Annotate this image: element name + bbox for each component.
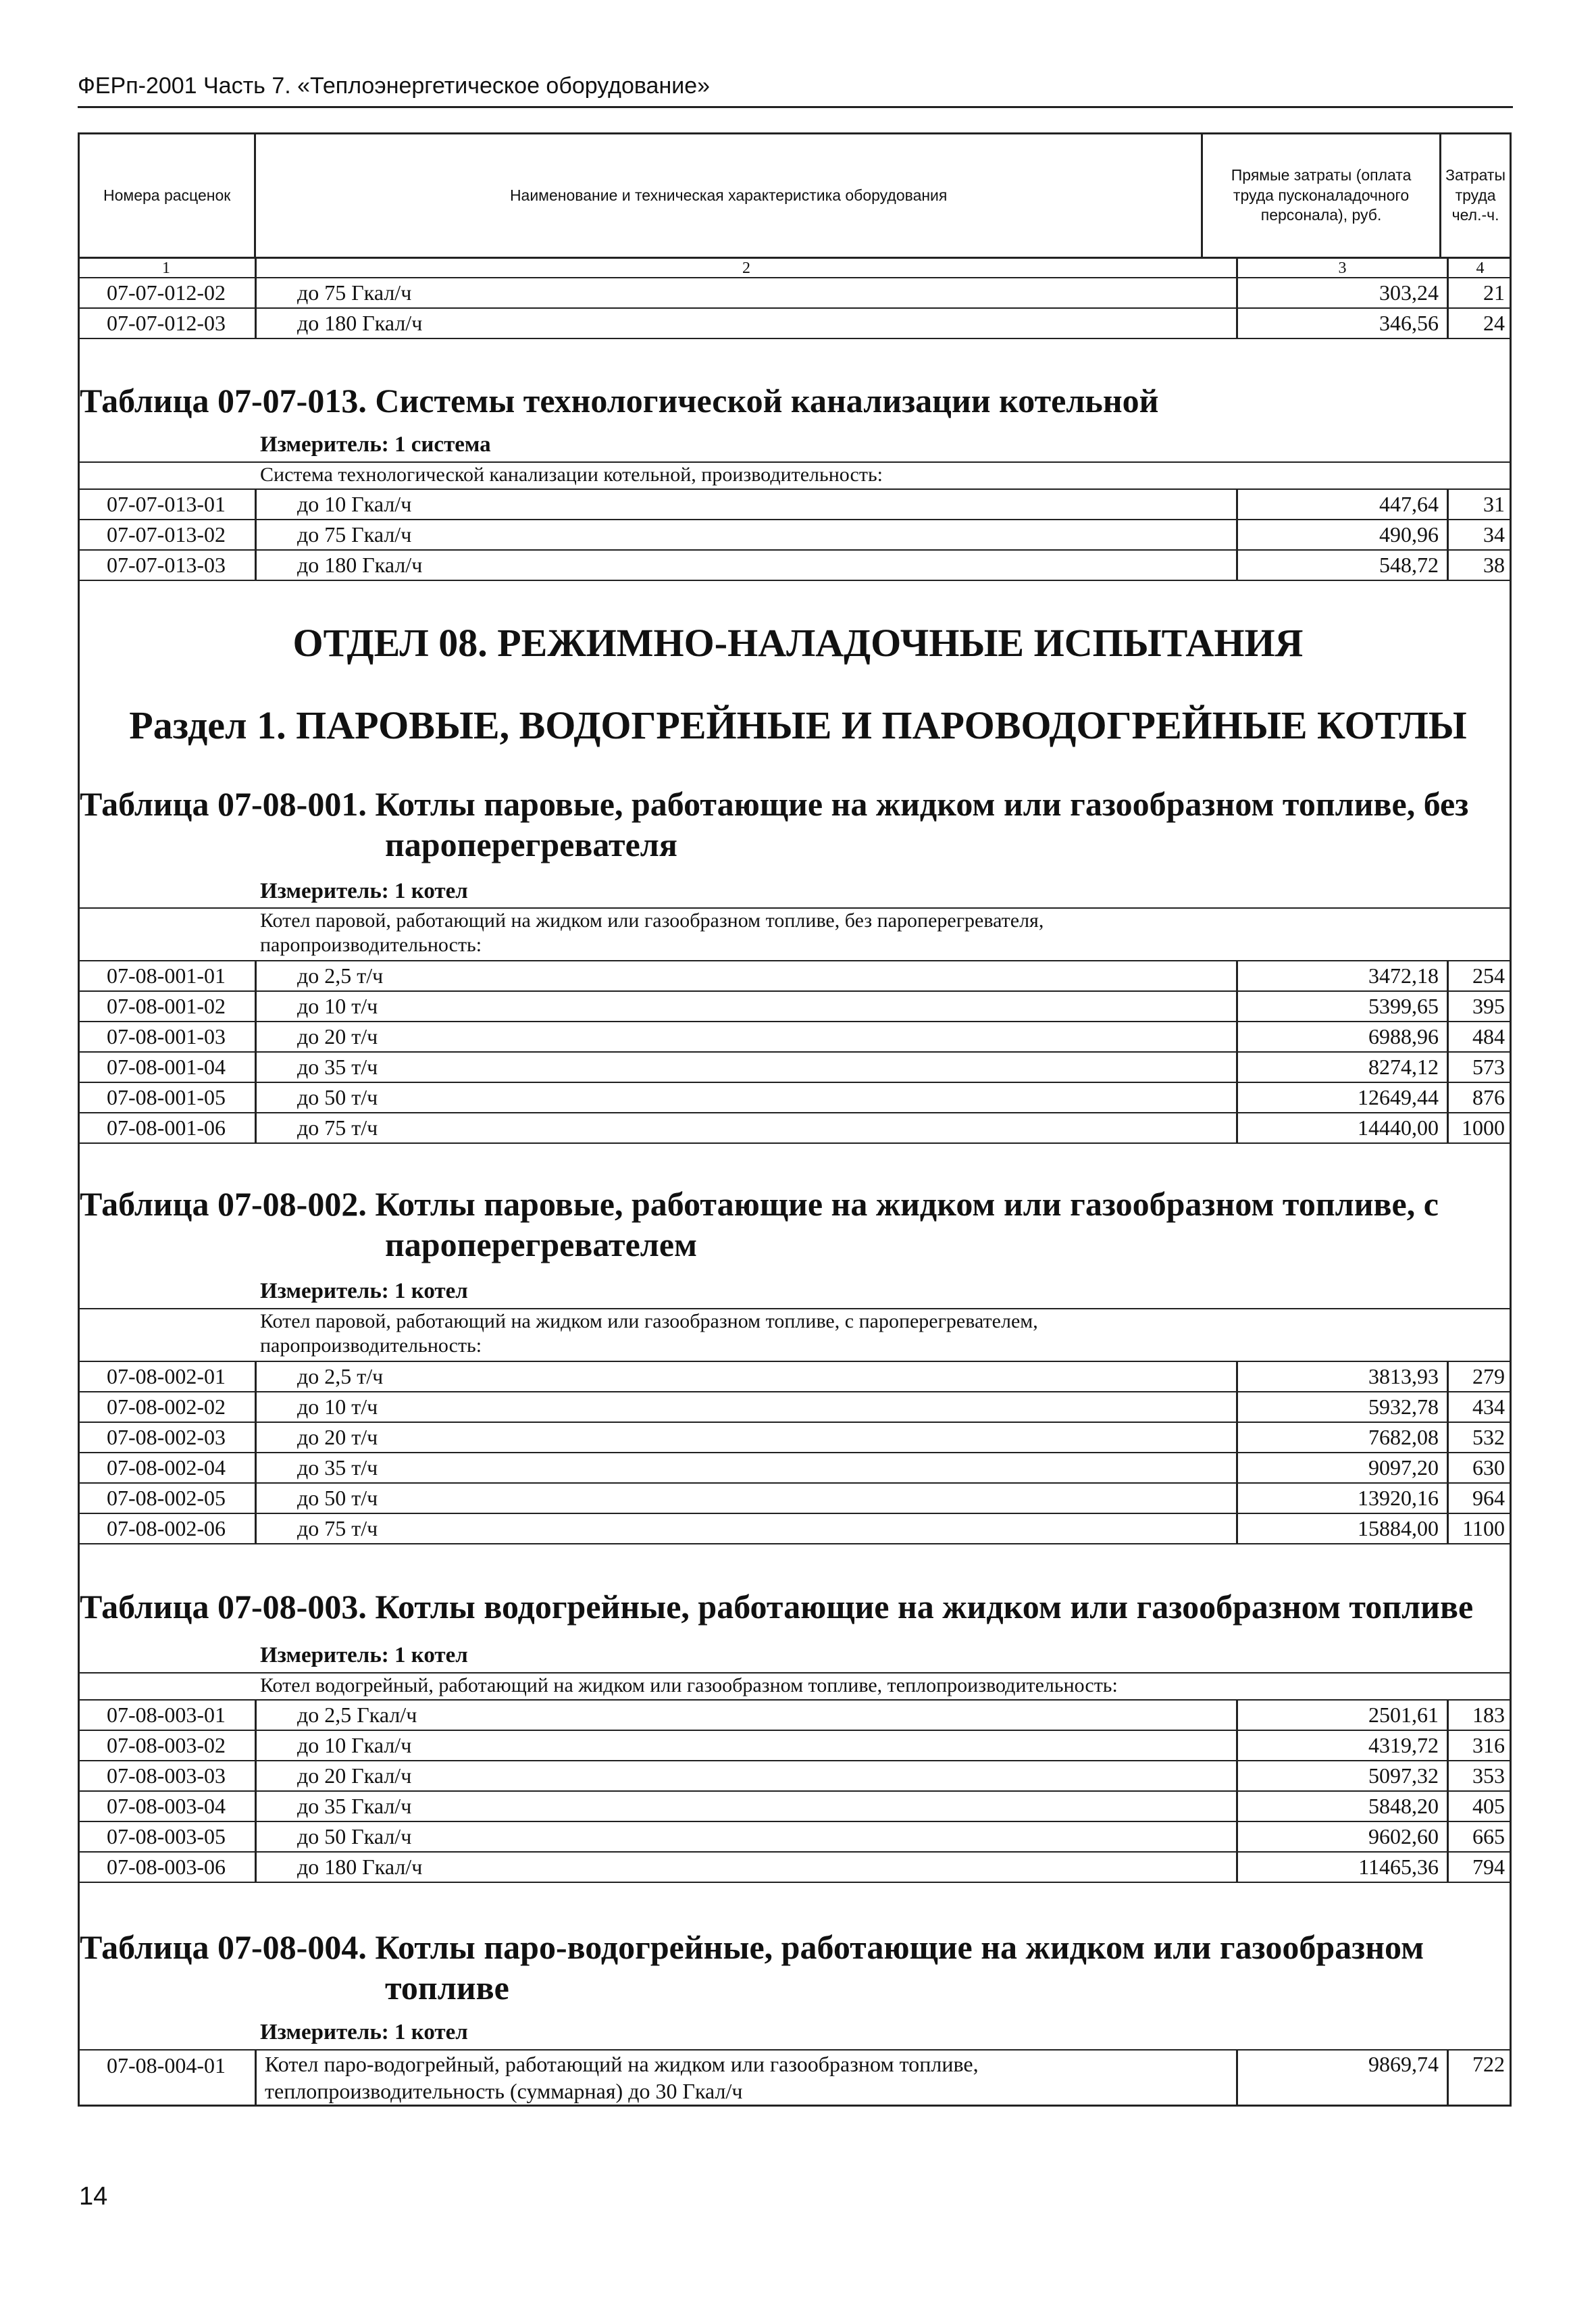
table-title-07-08-004 bbox=[80, 1927, 1424, 2008]
row-cost: 13920,16 bbox=[1236, 1484, 1449, 1513]
row-name: до 2,5 т/ч bbox=[297, 963, 384, 988]
row-name: до 10 Гкал/ч bbox=[297, 1733, 412, 1757]
row-code: 07-08-001-06 bbox=[78, 1113, 257, 1142]
row-cost: 6988,96 bbox=[1236, 1022, 1449, 1051]
description-line-1: Котел паровой, работающий на жидком или газообразном топливе, с пароперегревателем, bbox=[260, 1310, 1038, 1332]
idx-3: 3 bbox=[1236, 258, 1449, 277]
row-cost: 303,24 bbox=[1236, 278, 1449, 307]
row-cost: 5399,65 bbox=[1236, 992, 1449, 1021]
row-labor: 434 bbox=[1472, 1394, 1505, 1419]
table-title-07-08-002 bbox=[80, 1184, 1439, 1265]
table-row bbox=[78, 2049, 1512, 2107]
row-name: до 35 т/ч bbox=[297, 1055, 378, 1079]
row-labor: 353 bbox=[1472, 1763, 1505, 1788]
section-heading: Раздел 1. ПАРОВЫЕ, ВОДОГРЕЙНЫЕ И ПАРОВОДОГРЕЙНЫЕ КОТЛЫ bbox=[129, 703, 1467, 747]
row-name: до 2,5 т/ч bbox=[297, 1364, 384, 1388]
row-labor: 21 bbox=[1483, 280, 1505, 305]
row-labor: 254 bbox=[1472, 963, 1505, 988]
title-line-1: Таблица 07-08-001. Котлы паровые, работающие на жидком или газообразном топливе, без bbox=[80, 785, 1469, 823]
row-labor: 38 bbox=[1483, 553, 1505, 577]
row-name-line-2: теплопроизводительность (суммарная) до 30 Гкал/ч bbox=[265, 2079, 743, 2103]
row-code: 07-08-003-06 bbox=[78, 1853, 257, 1882]
row-code: 07-08-003-05 bbox=[78, 1822, 257, 1851]
row-name: до 20 т/ч bbox=[297, 1024, 378, 1049]
description-line-1: Котел паровой, работающий на жидком или газообразном топливе, без пароперегревателя, bbox=[260, 909, 1044, 932]
table-title-07-07-013: Таблица 07-07-013. Системы технологической канализации котельной bbox=[80, 382, 1159, 420]
table-title-07-08-001 bbox=[80, 784, 1468, 865]
title-line-2: пароперегревателем bbox=[385, 1226, 698, 1263]
table-row bbox=[78, 1514, 1512, 1544]
idx-2: 2 bbox=[742, 259, 750, 277]
table-row bbox=[78, 1453, 1512, 1484]
row-code: 07-07-013-03 bbox=[78, 551, 257, 580]
row-cost: 346,56 bbox=[1236, 309, 1449, 338]
table-header bbox=[78, 132, 1512, 259]
page-header: ФЕРп-2001 Часть 7. «Теплоэнергетическое оборудование» bbox=[78, 73, 1513, 108]
row-code: 07-07-012-02 bbox=[78, 278, 257, 307]
row-cost: 7682,08 bbox=[1236, 1423, 1449, 1452]
row-code: 07-08-001-03 bbox=[78, 1022, 257, 1051]
row-name: до 50 т/ч bbox=[297, 1486, 378, 1510]
row-code: 07-08-002-02 bbox=[78, 1392, 257, 1422]
row-labor: 316 bbox=[1472, 1733, 1505, 1757]
row-code: 07-08-001-04 bbox=[78, 1053, 257, 1082]
row-code: 07-08-002-06 bbox=[78, 1514, 257, 1543]
row-name: до 75 т/ч bbox=[297, 1516, 378, 1540]
table-meter: Измеритель: 1 котел bbox=[260, 879, 468, 903]
row-cost: 4319,72 bbox=[1236, 1731, 1449, 1760]
table-row bbox=[78, 1113, 1512, 1144]
table-07-07-013-rows bbox=[78, 490, 1512, 581]
row-name-line-1: Котел паро-водогрейный, работающий на жидком или газообразном топливе, bbox=[265, 2052, 979, 2076]
row-cost: 5097,32 bbox=[1236, 1761, 1449, 1790]
row-labor: 532 bbox=[1472, 1425, 1505, 1449]
title-line-2: пароперегревателя bbox=[385, 826, 677, 863]
description-line-2: паропроизводительность: bbox=[260, 1334, 482, 1357]
row-labor: 1100 bbox=[1462, 1516, 1505, 1540]
row-code: 07-08-001-02 bbox=[78, 992, 257, 1021]
table-row bbox=[78, 1022, 1512, 1053]
row-cost: 447,64 bbox=[1236, 490, 1449, 519]
row-labor: 183 bbox=[1472, 1703, 1505, 1727]
row-name: до 10 т/ч bbox=[297, 994, 378, 1018]
col-labor-header: Затраты труда чел.-ч. bbox=[1441, 134, 1511, 258]
table-meter: Измеритель: 1 котел bbox=[260, 1643, 468, 1667]
row-labor: 34 bbox=[1483, 522, 1505, 547]
row-cost: 9869,74 bbox=[1236, 2051, 1449, 2105]
row-labor: 484 bbox=[1472, 1024, 1505, 1049]
table-row bbox=[78, 309, 1512, 339]
row-name: до 10 Гкал/ч bbox=[297, 492, 412, 516]
table-title-07-08-003: Таблица 07-08-003. Котлы водогрейные, работающие на жидком или газообразном топливе bbox=[80, 1588, 1474, 1626]
row-code: 07-08-003-03 bbox=[78, 1761, 257, 1790]
table-description: Система технологической канализации котельной, производительность: bbox=[78, 461, 1512, 490]
row-cost: 12649,44 bbox=[1236, 1083, 1449, 1112]
row-labor: 405 bbox=[1472, 1794, 1505, 1818]
row-code: 07-07-013-01 bbox=[78, 490, 257, 519]
row-code: 07-07-012-03 bbox=[78, 309, 257, 338]
row-cost: 3813,93 bbox=[1236, 1362, 1449, 1391]
table-07-08-001-rows bbox=[78, 961, 1512, 1144]
table-row bbox=[78, 1731, 1512, 1761]
title-line-1: Таблица 07-08-002. Котлы паровые, работающие на жидком или газообразном топливе, с bbox=[80, 1185, 1439, 1223]
table-row bbox=[78, 1484, 1512, 1514]
table-row bbox=[78, 1701, 1512, 1731]
row-name: до 2,5 Гкал/ч bbox=[297, 1703, 417, 1727]
row-labor: 31 bbox=[1483, 492, 1505, 516]
row-name: до 50 т/ч bbox=[297, 1085, 378, 1109]
table-07-08-004-rows bbox=[78, 2049, 1512, 2107]
row-cost: 14440,00 bbox=[1236, 1113, 1449, 1142]
table-row bbox=[78, 1761, 1512, 1792]
row-code: 07-08-002-01 bbox=[78, 1362, 257, 1391]
row-name: до 75 т/ч bbox=[297, 1115, 378, 1140]
row-code: 07-08-004-01 bbox=[78, 2051, 257, 2105]
table-row bbox=[78, 520, 1512, 551]
row-name: до 35 т/ч bbox=[297, 1455, 378, 1480]
row-labor: 665 bbox=[1472, 1824, 1505, 1848]
table-row bbox=[78, 551, 1512, 581]
row-labor: 876 bbox=[1472, 1085, 1505, 1109]
row-labor: 573 bbox=[1472, 1055, 1505, 1079]
col-cost-header: Прямые затраты (оплата труда пусконаладочного персонала), руб. bbox=[1202, 134, 1441, 258]
table-meter: Измеритель: 1 котел bbox=[260, 1279, 468, 1303]
row-name: до 20 Гкал/ч bbox=[297, 1763, 412, 1788]
row-cost: 9097,20 bbox=[1236, 1453, 1449, 1482]
col-code-header: Номера расценок bbox=[79, 134, 255, 258]
row-code: 07-08-003-04 bbox=[78, 1792, 257, 1821]
row-cost: 8274,12 bbox=[1236, 1053, 1449, 1082]
title-line-1: Таблица 07-08-004. Котлы паро-водогрейные, работающие на жидком или газообразном bbox=[80, 1928, 1424, 1966]
row-name: до 35 Гкал/ч bbox=[297, 1794, 412, 1818]
table-row bbox=[78, 1853, 1512, 1883]
row-labor: 964 bbox=[1472, 1486, 1505, 1510]
row-cost: 490,96 bbox=[1236, 520, 1449, 549]
row-code: 07-08-001-01 bbox=[78, 961, 257, 990]
row-name: до 20 т/ч bbox=[297, 1425, 378, 1449]
table-description bbox=[78, 907, 1512, 961]
row-code: 07-07-013-02 bbox=[78, 520, 257, 549]
table-meter: Измеритель: 1 котел bbox=[260, 2020, 468, 2044]
row-cost: 2501,61 bbox=[1236, 1701, 1449, 1730]
row-labor: 630 bbox=[1472, 1455, 1505, 1480]
row-code: 07-08-003-01 bbox=[78, 1701, 257, 1730]
table-row bbox=[78, 1822, 1512, 1853]
title-line-2: топливе bbox=[385, 1969, 509, 2007]
table-row bbox=[78, 1392, 1512, 1423]
table-row bbox=[78, 961, 1512, 992]
row-labor: 24 bbox=[1483, 311, 1505, 335]
idx-1: 1 bbox=[78, 258, 257, 277]
row-cost: 15884,00 bbox=[1236, 1514, 1449, 1543]
column-index-row bbox=[78, 257, 1512, 278]
table-07-08-002-rows bbox=[78, 1362, 1512, 1544]
table-row bbox=[78, 1362, 1512, 1392]
row-code: 07-08-002-04 bbox=[78, 1453, 257, 1482]
table-description: Котел водогрейный, работающий на жидком или газообразном топливе, теплопроизводительность: bbox=[78, 1672, 1512, 1701]
table-meter: Измеритель: 1 система bbox=[260, 432, 491, 457]
table-description bbox=[78, 1308, 1512, 1362]
row-cost: 3472,18 bbox=[1236, 961, 1449, 990]
table-row bbox=[78, 992, 1512, 1022]
row-labor: 1000 bbox=[1462, 1115, 1505, 1140]
row-code: 07-08-002-05 bbox=[78, 1484, 257, 1513]
row-cost: 5848,20 bbox=[1236, 1792, 1449, 1821]
table-row bbox=[78, 1423, 1512, 1453]
row-name: до 180 Гкал/ч bbox=[297, 553, 423, 577]
row-name: до 180 Гкал/ч bbox=[297, 311, 423, 335]
table-row bbox=[78, 1792, 1512, 1822]
page-number: 14 bbox=[79, 2182, 108, 2211]
row-name: до 75 Гкал/ч bbox=[297, 280, 412, 305]
idx-4: 4 bbox=[1476, 259, 1485, 277]
row-name bbox=[257, 2051, 1236, 2105]
row-code: 07-08-001-05 bbox=[78, 1083, 257, 1112]
table-row bbox=[78, 1083, 1512, 1113]
row-name: до 50 Гкал/ч bbox=[297, 1824, 412, 1848]
table-row bbox=[78, 1053, 1512, 1083]
row-cost: 11465,36 bbox=[1236, 1853, 1449, 1882]
row-name: до 10 т/ч bbox=[297, 1394, 378, 1419]
row-cost: 548,72 bbox=[1236, 551, 1449, 580]
table-07-08-003-rows bbox=[78, 1701, 1512, 1883]
row-labor: 794 bbox=[1472, 1855, 1505, 1879]
row-code: 07-08-002-03 bbox=[78, 1423, 257, 1452]
header-index-row-wrap bbox=[78, 257, 1512, 339]
row-code: 07-08-003-02 bbox=[78, 1731, 257, 1760]
col-name-header: Наименование и техническая характеристика оборудования bbox=[255, 134, 1202, 258]
row-labor: 722 bbox=[1472, 2052, 1505, 2076]
row-cost: 9602,60 bbox=[1236, 1822, 1449, 1851]
row-cost: 5932,78 bbox=[1236, 1392, 1449, 1422]
table-row bbox=[78, 278, 1512, 309]
row-labor: 395 bbox=[1472, 994, 1505, 1018]
row-name: до 180 Гкал/ч bbox=[297, 1855, 423, 1879]
department-heading: ОТДЕЛ 08. РЕЖИМНО-НАЛАДОЧНЫЕ ИСПЫТАНИЯ bbox=[292, 621, 1304, 665]
description-line-2: паропроизводительность: bbox=[260, 934, 482, 956]
row-labor: 279 bbox=[1472, 1364, 1505, 1388]
row-name: до 75 Гкал/ч bbox=[297, 522, 412, 547]
table-row bbox=[78, 490, 1512, 520]
